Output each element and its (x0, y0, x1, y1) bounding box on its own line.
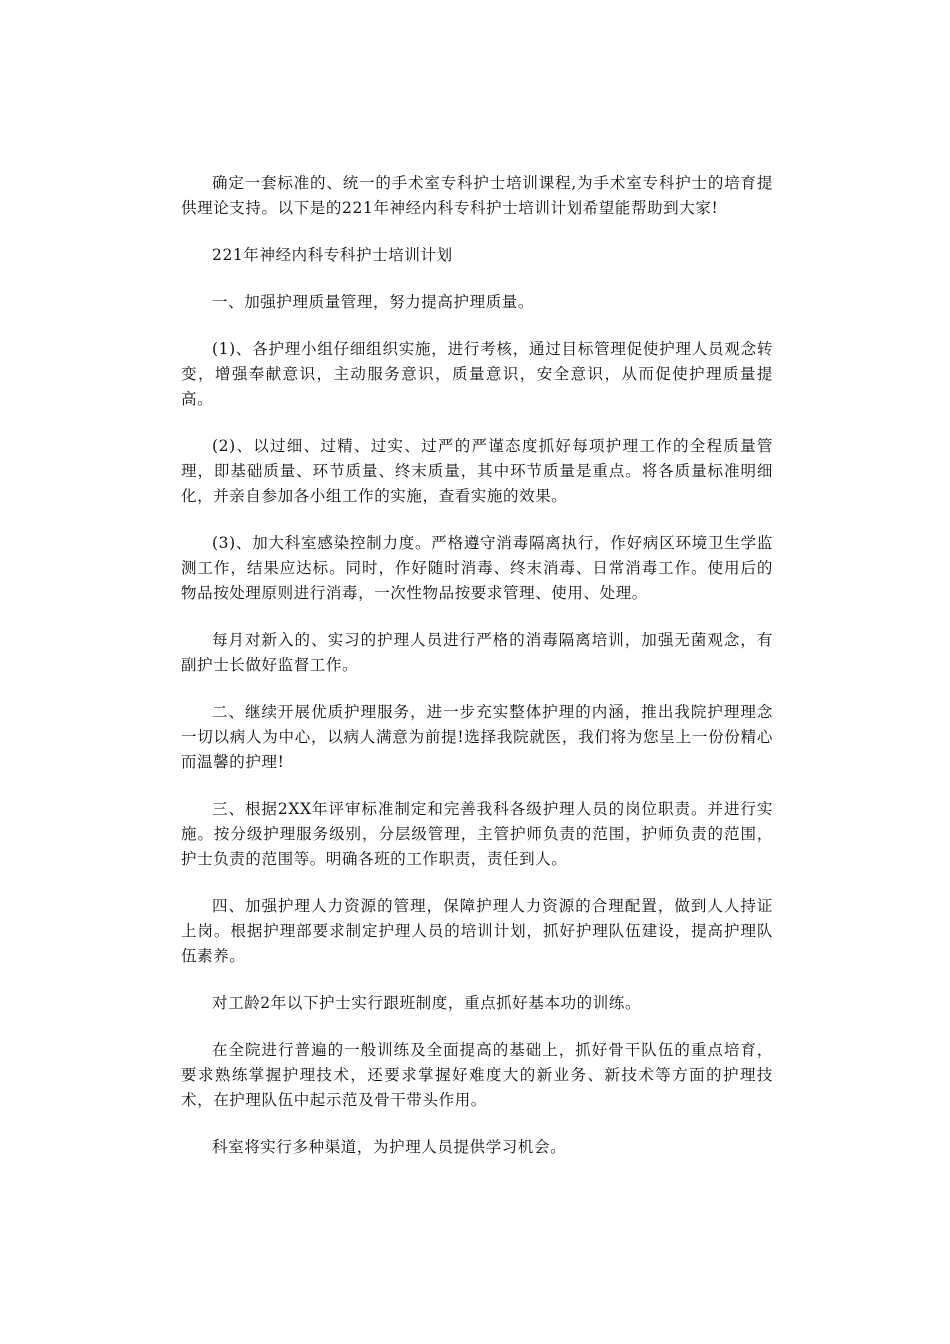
section-4-paragraph: 四、加强护理人力资源的管理，保障护理人力资源的合理配置，做到人人持证上岗。根据护理部要求制定护理人员的培训计划，抓好护理队伍建设，提高护理队伍素养。 (181, 897, 773, 965)
section-4-note-2: 在全院进行普遍的一般训练及全面提高的基础上，抓好骨干队伍的重点培育，要求熟练掌握护理技术，还要求掌握好难度大的新业务、新技术等方面的护理技术，在护理队伍中起示范及骨干带头作用。 (181, 1041, 773, 1109)
section-2-paragraph: 二、继续开展优质护理服务，进一步充实整体护理的内涵，推出我院护理理念一切以病人为中心，以病人满意为前提!选择我院就医，我们将为您呈上一份份精心而温馨的护理! (181, 703, 773, 771)
document-title: 221年神经内科专科护士培训计划 (212, 246, 453, 264)
intro-paragraph: 确定一套标准的、统一的手术室专科护士培训课程,为手术室专科护士的培育提供理论支持。以下是的221年神经内科专科护士培训计划希望能帮助到大家! (181, 174, 773, 217)
section-1-note: 每月对新入的、实习的护理人员进行严格的消毒隔离培训，加强无菌观念，有副护士长做好监督工作。 (181, 631, 773, 674)
section-4-note-1: 对工龄2年以下护士实行跟班制度，重点抓好基本功的训练。 (212, 994, 642, 1012)
section-3-paragraph: 三、根据2XX年评审标准制定和完善我科各级护理人员的岗位职责。并进行实施。按分级护理服务级别，分层级管理，主管护师负责的范围，护师负责的范围，护士负责的范围等。明确各班的工作职责，责任到人。 (181, 800, 773, 868)
section-1-item-1: (1)、各护理小组仔细组织实施，进行考核，通过目标管理促使护理人员观念转变，增强奉献意识，主动服务意识，质量意识，安全意识，从而促使护理质量提高。 (181, 340, 773, 408)
section-1-item-3: (3)、加大科室感染控制力度。严格遵守消毒隔离执行，作好病区环境卫生学监测工作，结果应达标。同时，作好随时消毒、终末消毒、日常消毒工作。使用后的物品按处理原则进行消毒，一次性物品按要求管理、使用、处理。 (181, 534, 773, 602)
document-body (181, 171, 773, 1182)
section-4-note-3: 科室将实行多种渠道，为护理人员提供学习机会。 (212, 1138, 567, 1156)
section-heading-1: 一、加强护理质量管理，努力提高护理质量。 (212, 293, 535, 311)
section-1-item-2: (2)、以过细、过精、过实、过严的严谨态度抓好每项护理工作的全程质量管理，即基础质量、环节质量、终末质量，其中环节质量是重点。将各质量标准明细化，并亲自参加各小组工作的实施，查看实施的效果。 (181, 437, 773, 505)
